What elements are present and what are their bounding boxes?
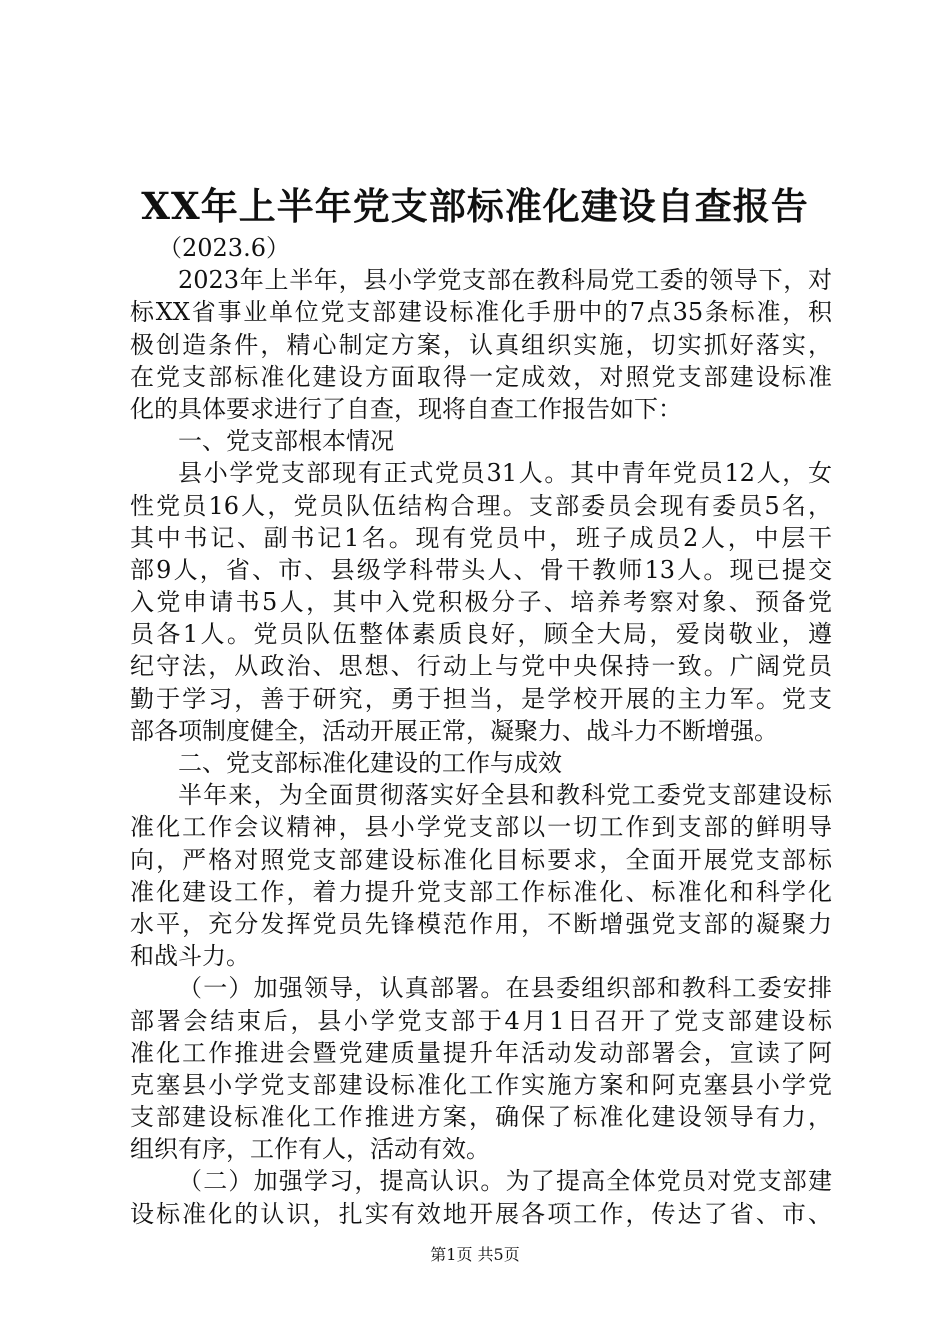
- paragraph-line: 勤于学习，善于研究，勇于担当，是学校开展的主力军。党支: [130, 684, 832, 713]
- page-footer: 第1页 共5页: [430, 1245, 520, 1264]
- report-date: （2023.6）: [158, 234, 290, 262]
- document-body: [130, 232, 832, 1230]
- paragraph-line: （二）加强学习，提高认识。为了提高全体党员对党支部建: [178, 1167, 832, 1196]
- paragraph-line: 向，严格对照党支部建设标准化目标要求，全面开展党支部标: [130, 845, 832, 874]
- paragraph-line: 准化工作会议精神，县小学党支部以一切工作到支部的鲜明导: [130, 813, 832, 842]
- paragraph-line: 部署会结束后，县小学党支部于4月1日召开了党支部建设标: [130, 1006, 832, 1035]
- paragraph-line: 部9人，省、市、县级学科带头人、骨干教师13人。现已提交: [130, 555, 832, 584]
- paragraph-line: 部各项制度健全，活动开展正常，凝聚力、战斗力不断增强。: [130, 716, 778, 745]
- paragraph-line: （一）加强领导，认真部署。在县委组织部和教科工委安排: [178, 974, 832, 1003]
- paragraph-line: 水平，充分发挥党员先锋模范作用，不断增强党支部的凝聚力: [130, 909, 832, 938]
- paragraph-line: 准化建设工作，着力提升党支部工作标准化、标准化和科学化: [130, 877, 832, 906]
- section-heading: 二、党支部标准化建设的工作与成效: [178, 749, 562, 777]
- paragraph-line: 化的具体要求进行了自查，现将自查工作报告如下：: [130, 394, 682, 423]
- paragraph-line: 性党员16人，党员队伍结构合理。支部委员会现有委员5名，: [130, 491, 832, 520]
- paragraph-line: 准化工作推进会暨党建质量提升年活动发动部署会，宣读了阿: [130, 1038, 832, 1067]
- paragraph-line: 纪守法，从政治、思想、行动上与党中央保持一致。广阔党员: [130, 652, 832, 681]
- section-heading: 一、党支部根本情况: [178, 427, 394, 456]
- paragraph-line: 在党支部标准化建设方面取得一定成效，对照党支部建设标准: [130, 362, 832, 391]
- paragraph-line: 和战斗力。: [130, 942, 250, 971]
- paragraph-line: 克塞县小学党支部建设标准化工作实施方案和阿克塞县小学党: [130, 1070, 832, 1099]
- paragraph-line: 设标准化的认识，扎实有效地开展各项工作，传达了省、市、: [130, 1199, 832, 1228]
- paragraph-line: 入党申请书5人，其中入党积极分子、培养考察对象、预备党: [130, 588, 832, 617]
- paragraph-line: 县小学党支部现有正式党员31人。其中青年党员12人，女: [178, 459, 832, 488]
- paragraph-line: 员各1人。党员队伍整体素质良好，顾全大局，爱岗敬业，遵: [130, 620, 832, 649]
- paragraph-line: 标XX省事业单位党支部建设标准化手册中的7点35条标准，积: [130, 298, 832, 327]
- paragraph-line: 半年来，为全面贯彻落实好全县和教科党工委党支部建设标: [178, 781, 832, 810]
- paragraph-line: 2023年上半年，县小学党支部在教科局党工委的领导下，对: [178, 266, 832, 295]
- paragraph-line: 支部建设标准化工作推进方案，确保了标准化建设领导有力，: [130, 1103, 832, 1132]
- document-title: XX年上半年党支部标准化建设自查报告: [141, 184, 809, 228]
- paragraph-line: 其中书记、副书记1名。现有党员中，班子成员2人，中层干: [130, 523, 832, 552]
- paragraph-line: 极创造条件，精心制定方案，认真组织实施，切实抓好落实，: [130, 330, 832, 359]
- paragraph-line: 组织有序，工作有人，活动有效。: [130, 1135, 490, 1164]
